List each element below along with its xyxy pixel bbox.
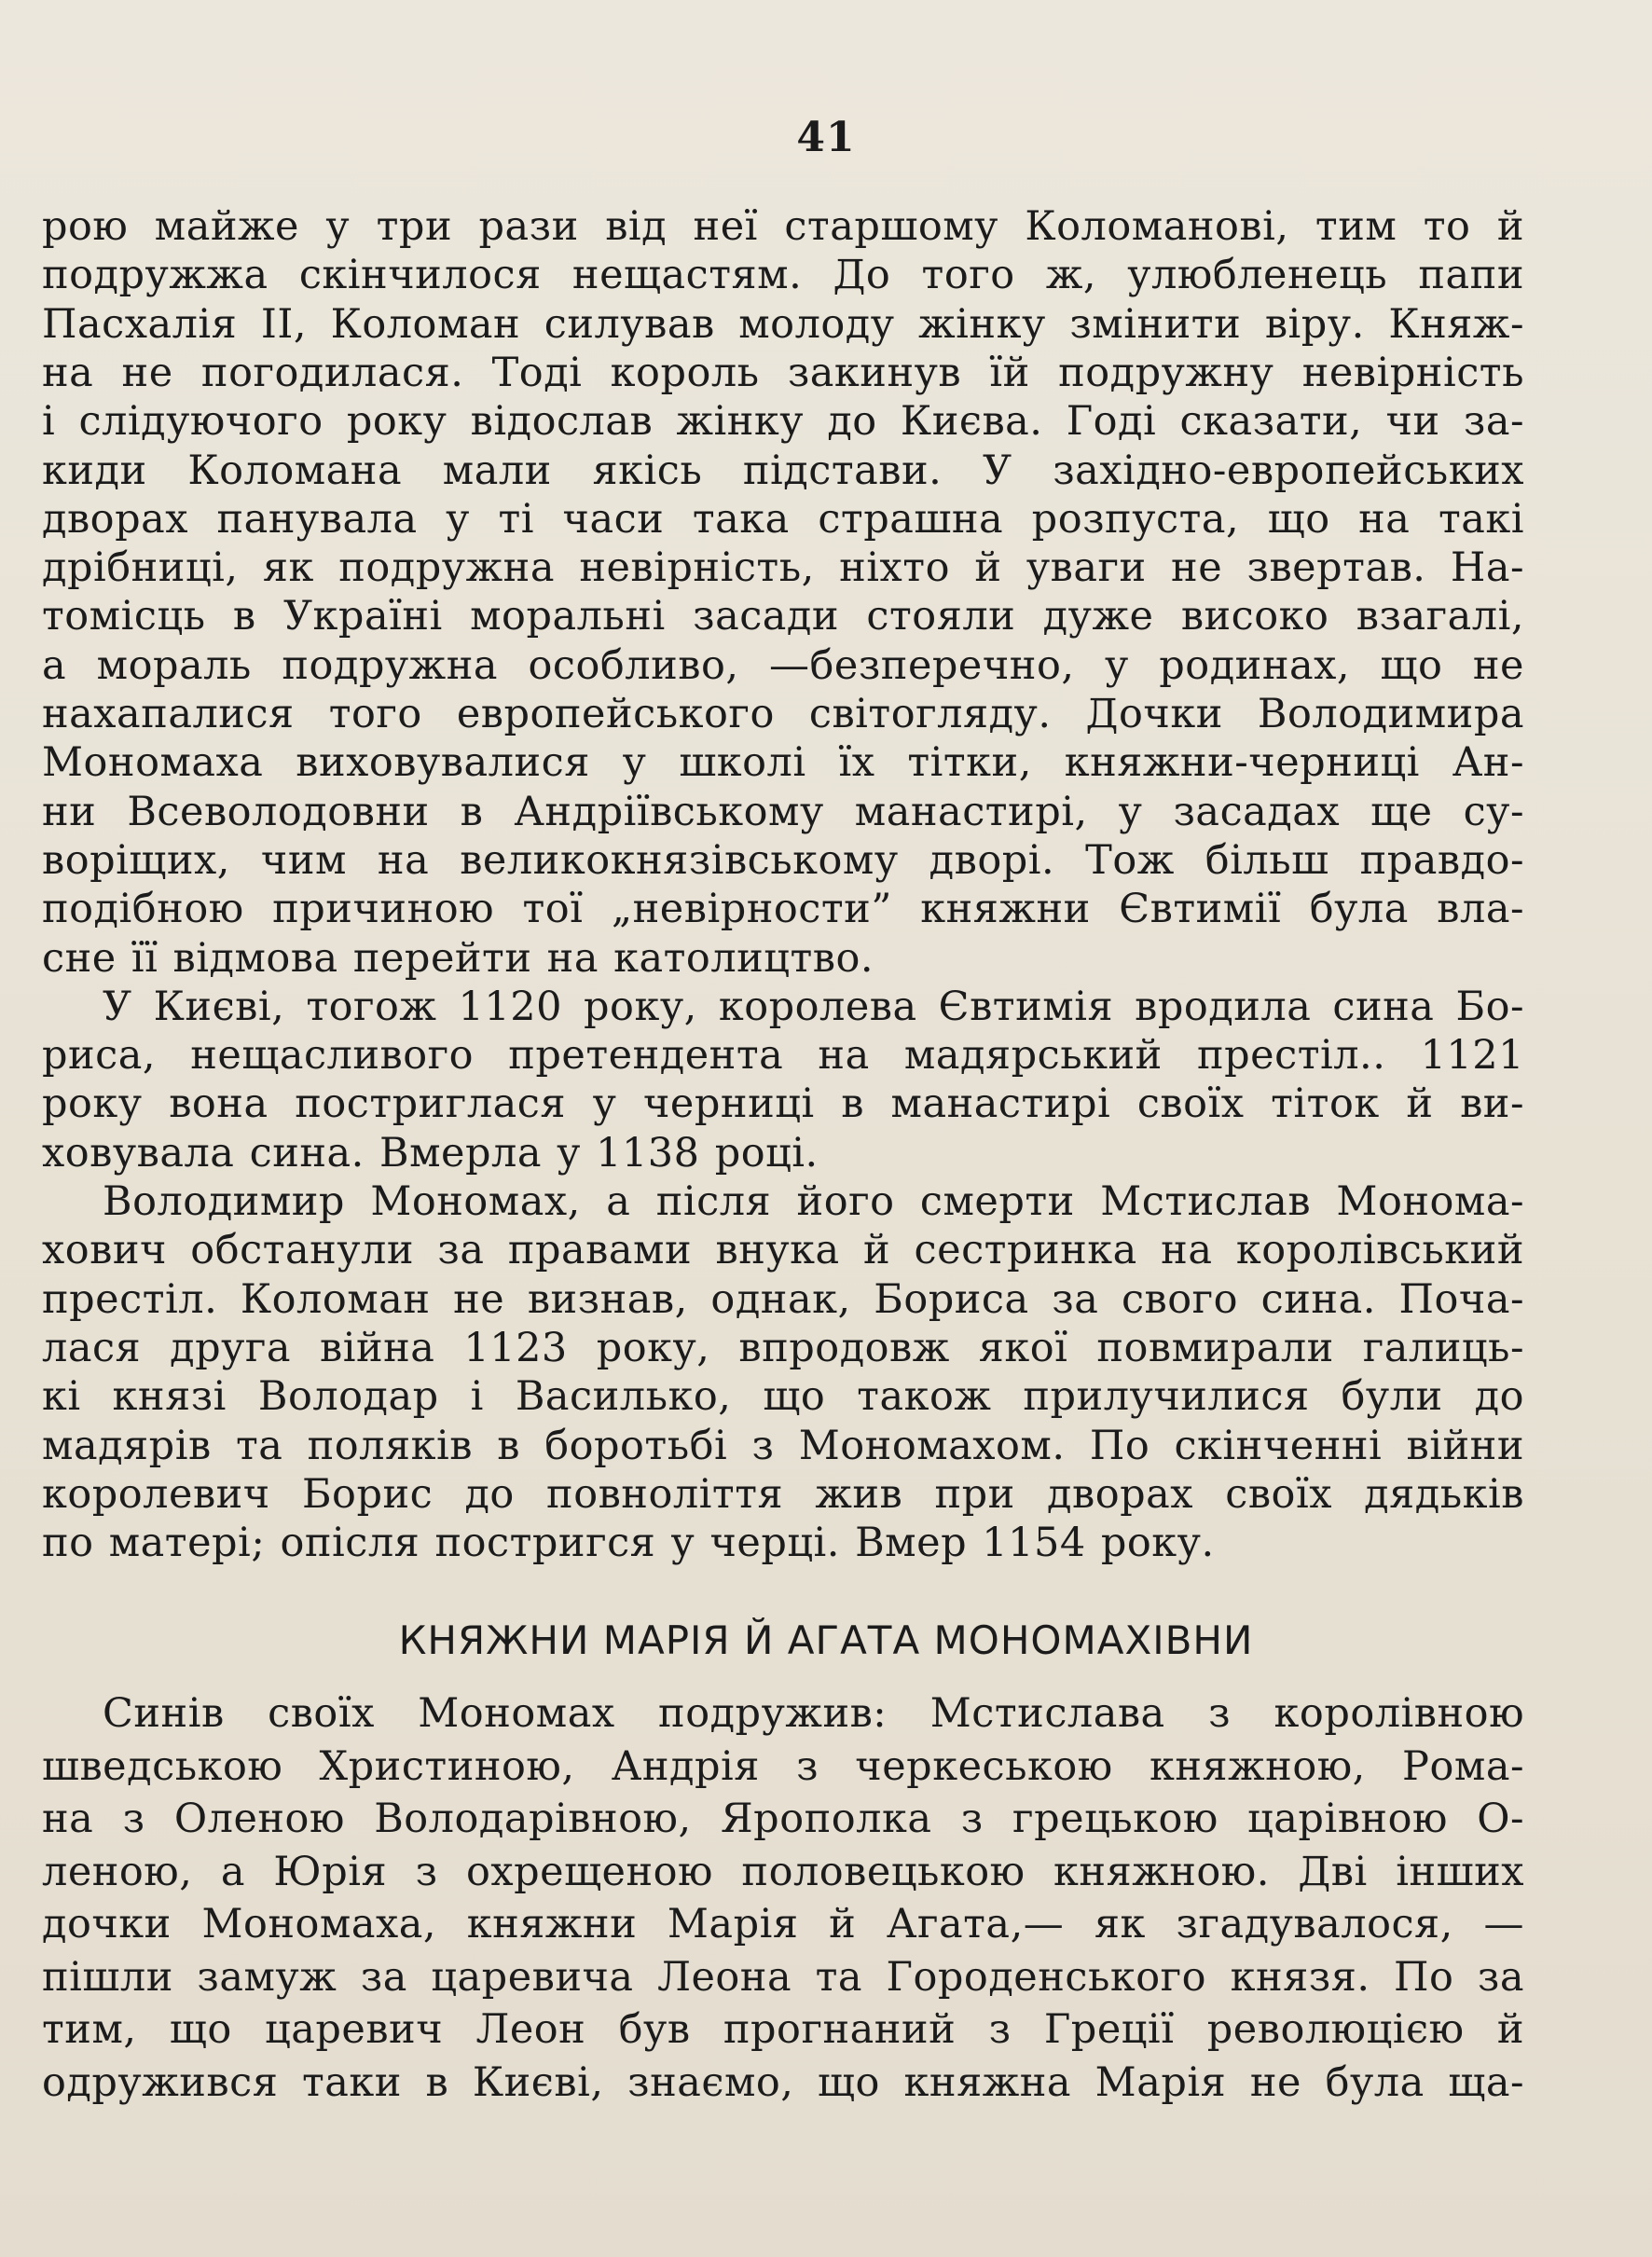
text-line: дрібниці, як подружна невірність, ніхто й уваги не звертав. На- — [42, 544, 1524, 591]
text-line: королевич Борис до повноліття жив при дворах своїх дядьків — [42, 1471, 1524, 1518]
text-line: одружився таки в Києві, знаємо, що княжна Марія не була ща- — [42, 2059, 1524, 2106]
text-line: сне її відмова перейти на католицтво. — [42, 935, 874, 982]
text-line: а мораль подружна особливо, —безперечно, у родинах, що не — [42, 642, 1524, 689]
text-line: мадярів та поляків в боротьбі з Мономахом. По скінченні війни — [42, 1423, 1524, 1469]
page-number: 41 — [796, 114, 856, 161]
text-line: нахапалися того европейського світогляду. Дочки Володимира — [42, 691, 1524, 737]
text-line: дворах панувала у ті часи така страшна розпуста, що на такі — [42, 496, 1524, 543]
text-line: на з Оленою Володарівною, Ярополка з грецькою царівною О- — [42, 1796, 1524, 1842]
text-line: року вона постриглася у черниці в манастирі своїх тіток й ви- — [42, 1080, 1524, 1127]
text-line: пішли замуж за царевича Леона та Городенського князя. По за — [42, 1954, 1524, 2001]
text-line: подібною причиною тої „невірности” княжни Євтимії була вла- — [42, 886, 1524, 932]
text-line: томісць в Україні моральні засади стояли дуже високо взагалі, — [42, 593, 1524, 640]
text-line: і слідуючого року відослав жінку до Києва. Годі сказати, чи за- — [42, 398, 1524, 445]
text-line: тим, що царевич Леон був прогнаний з Греції революцією й — [42, 2006, 1524, 2053]
text-line: риса, нещасливого претендента на мадярський престіл.. 1121 — [42, 1032, 1524, 1079]
text-line: киди Коломана мали якісь підстави. У західно-европейських — [42, 447, 1524, 494]
text-line: подружжа скінчилося нещастям. До того ж, улюбленець папи — [42, 252, 1524, 298]
text-line: дочки Мономаха, княжни Марія й Агата,— як згадувалося, — — [42, 1901, 1524, 1947]
text-line: ховувала сина. Вмерла у 1138 році. — [42, 1130, 819, 1177]
section-heading: КНЯЖНИ МАРІЯ Й АГАТА МОНОМАХІВНИ — [398, 1617, 1254, 1663]
text-line: воріщих, чим на великокнязівському дворі. Тож більш правдо- — [42, 837, 1524, 884]
text-line: шведською Христиною, Андрія з черкеською княжною, Рома- — [42, 1743, 1524, 1790]
text-line: по матері; опісля постригся у черці. Вмер 1154 року. — [42, 1520, 1215, 1566]
text-line: Мономаха виховувалися у школі їх тітки, княжни-черниці Ан- — [42, 739, 1524, 786]
text-line: хович обстанули за правами внука й сестринка на королівський — [42, 1227, 1524, 1273]
text-line: У Києві, тогож 1120 року, королева Євтимія вродила сина Бо- — [103, 984, 1524, 1030]
text-line: Володимир Мономах, а після його смерти Мстислав Монома- — [103, 1178, 1524, 1225]
text-line: кі князі Володар і Василько, що також прилучилися були до — [42, 1373, 1524, 1420]
text-line: ни Всеволодовни в Андріївському манастирі, у засадах ще су- — [42, 789, 1524, 835]
text-line: лася друга війна 1123 року, впродовж якої повмирали галиць- — [42, 1325, 1524, 1371]
text-line: рою майже у три рази від неї старшому Коломанові, тим то й — [42, 203, 1524, 250]
text-line: Пасхалія II, Коломан силував молоду жінку змінити віру. Княж- — [42, 301, 1524, 348]
text-line: Синів своїх Мономах подружив: Мстислава з королівною — [103, 1690, 1524, 1737]
text-line: на не погодилася. Тоді король закинув їй подружну невірність — [42, 350, 1524, 396]
text-line: престіл. Коломан не визнав, однак, Бориса за свого сина. Поча- — [42, 1276, 1524, 1323]
text-line: леною, а Юрія з охрещеною половецькою княжною. Дві інших — [42, 1849, 1524, 1895]
